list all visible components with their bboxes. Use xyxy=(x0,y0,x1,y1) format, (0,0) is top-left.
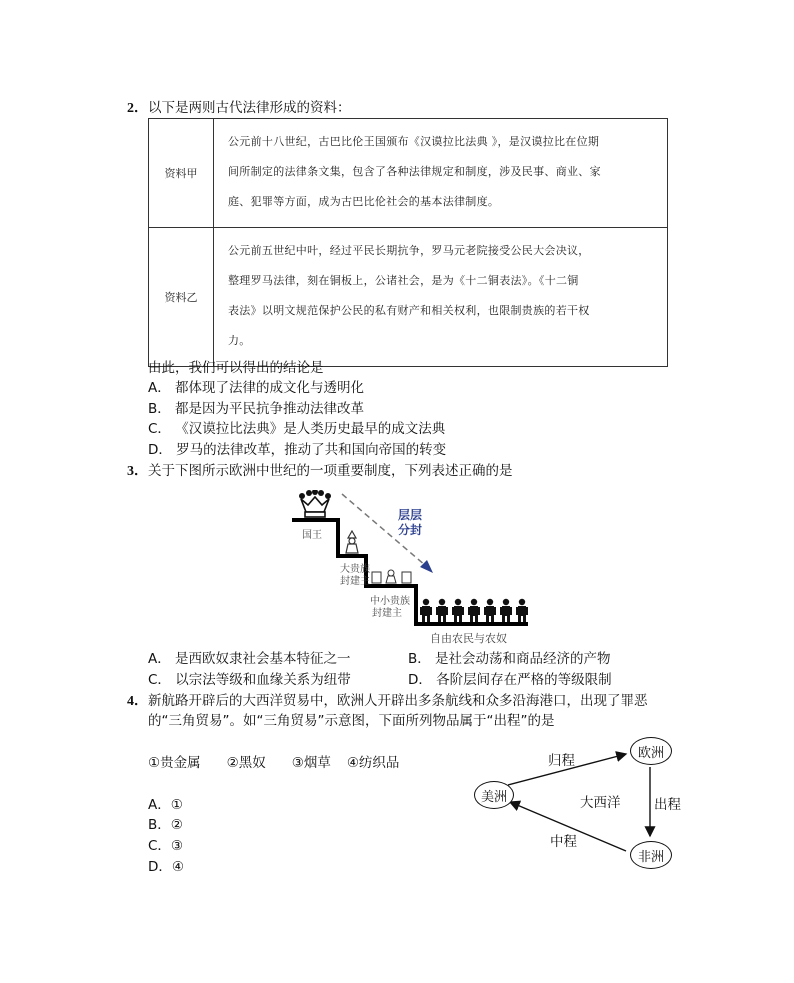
noble-label: 大贵族 xyxy=(340,564,370,575)
option-a[interactable]: A． 都体现了法律的成文化与透明化 xyxy=(148,380,365,396)
question-4-stem-line2: 的“三角贸易”。如“三角贸易”示意图，下面所列物品属于“出程”的是 xyxy=(148,713,555,729)
question-number: 4． xyxy=(127,694,148,709)
option-b[interactable]: B． 都是因为平民抗争推动法律改革 xyxy=(148,401,365,417)
enfeoffment-arrow-icon xyxy=(338,490,448,578)
source-line: 公元前十八世纪，古巴比伦王国颁布《汉谟拉比法典 》，是汉谟拉比在位期 xyxy=(228,135,600,148)
noble-label-2: 封建主 xyxy=(340,576,370,587)
question-2-stem xyxy=(127,98,351,119)
ocean-label: 大西洋 xyxy=(580,795,621,811)
peasants-label: 自由农民与农奴 xyxy=(430,632,507,645)
source-label: 资料乙 xyxy=(149,228,214,367)
option-c[interactable]: C． 以宗法等级和血缘关系为纽带 xyxy=(148,672,351,688)
source-line: 间所制定的法律条文集，包含了各种法律规定和制度，涉及民事、商业、家 xyxy=(228,165,601,178)
option-d[interactable]: D． 罗马的法律改革，推动了共和国向帝国的转变 xyxy=(148,442,447,458)
question-text: 以下是两则古代法律形成的资料： xyxy=(148,100,351,116)
outbound-route-label: 出程 xyxy=(654,797,681,813)
stair-step xyxy=(364,584,416,588)
source-line: 整理罗马法律，刻在铜板上，公诸社会，是为《十二铜表法》。《十二铜 xyxy=(228,274,579,287)
triangle-trade-diagram xyxy=(470,735,700,870)
stair-step xyxy=(292,518,338,522)
middle-route-label: 中程 xyxy=(550,834,577,850)
europe-node: 欧洲 xyxy=(630,737,672,765)
goods-item: ③烟草 xyxy=(291,755,331,771)
table-row xyxy=(149,228,668,367)
enfeoffment-label-line: 层层 xyxy=(398,508,423,522)
lesser-noble-label: 中小贵族 xyxy=(370,596,410,607)
option-b[interactable]: B．② xyxy=(148,817,183,833)
peasants-icon xyxy=(420,598,528,622)
goods-item: ④纺织品 xyxy=(346,755,400,771)
return-route-label: 归程 xyxy=(548,753,575,769)
option-c[interactable]: C． 《汉谟拉比法典》是人类历史最早的成文法典 xyxy=(148,421,446,437)
question-text: 新航路开辟后的大西洋贸易中，欧洲人开辟出多条航线和众多沿海港口，出现了罪恶 xyxy=(148,693,648,709)
option-a[interactable]: A． 是西欧奴隶社会基本特征之一 xyxy=(148,651,351,667)
option-d[interactable]: D．④ xyxy=(148,859,184,875)
option-b[interactable]: B． 是社会动荡和商品经济的产物 xyxy=(408,651,611,667)
source-text xyxy=(214,119,668,228)
stair-step xyxy=(414,622,528,626)
option-a[interactable]: A．① xyxy=(148,797,183,813)
king-label: 国王 xyxy=(302,530,322,541)
crown-icon xyxy=(298,490,332,520)
source-line: 庭、犯罪等方面，成为古巴比伦社会的基本法律制度。 xyxy=(228,195,500,208)
lesser-noble-label-2: 封建主 xyxy=(372,608,402,619)
goods-list xyxy=(148,753,399,773)
option-c[interactable]: C．③ xyxy=(148,838,184,854)
option-d[interactable]: D． 各阶层间存在严格的等级限制 xyxy=(408,672,612,688)
question-number: 2． xyxy=(127,101,148,116)
question-text: 关于下图所示欧洲中世纪的一项重要制度，下列表述正确的是 xyxy=(148,463,513,479)
feudal-diagram xyxy=(290,488,530,646)
source-label: 资料甲 xyxy=(149,119,214,228)
source-line: 公元前五世纪中叶，经过平民长期抗争，罗马元老院接受公民大会决议， xyxy=(228,244,590,257)
source-text xyxy=(214,228,668,367)
america-node: 美洲 xyxy=(474,781,514,809)
table-row xyxy=(149,119,668,228)
enfeoffment-label xyxy=(398,508,422,538)
question-3-stem xyxy=(127,461,513,482)
conclusion-prompt: 由此，我们可以得出的结论是 xyxy=(148,360,324,376)
goods-item: ②黑奴 xyxy=(226,755,266,771)
enfeoffment-label-line: 分封 xyxy=(398,523,423,537)
question-4-stem xyxy=(127,691,648,712)
source-line: 表法》以明文规范保护公民的私有财产和相关权利，也限制贵族的若干权 xyxy=(228,304,590,317)
goods-item: ①贵金属 xyxy=(148,755,201,771)
source-line: 力。 xyxy=(228,334,251,347)
africa-node: 非洲 xyxy=(630,841,672,869)
question-number: 3． xyxy=(127,464,148,479)
stair-riser xyxy=(414,584,418,624)
source-table xyxy=(148,118,668,367)
